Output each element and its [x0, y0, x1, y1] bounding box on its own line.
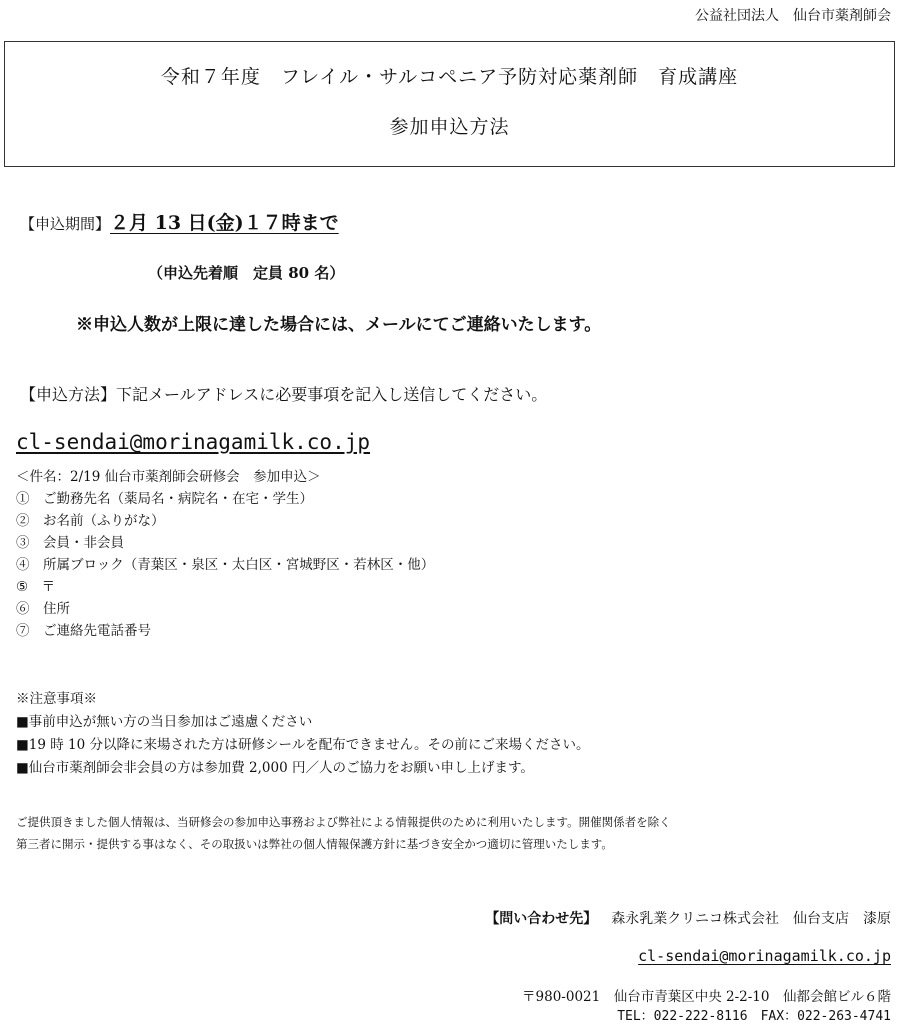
list-item: ④ 所属ブロック（青葉区・泉区・太白区・宮城野区・若林区・他）	[16, 557, 435, 573]
list-item: ② お名前（ふりがな）	[16, 513, 165, 529]
period-label: 【申込期間】	[20, 215, 111, 233]
list-item: ⑤ 〒	[16, 579, 56, 595]
email-subject: ＜件名：2/19 仙台市薬剤師会研修会 参加申込＞	[16, 469, 321, 485]
application-email-link[interactable]: cl-sendai@morinagamilk.co.jp	[16, 430, 371, 454]
contact-company: 森永乳業クリニコ株式会社 仙台支店 漆原	[611, 911, 891, 927]
capacity-note: （申込先着順 定員 80 名）	[148, 264, 345, 282]
page-title: 参加申込方法	[389, 116, 510, 138]
privacy-notice	[16, 811, 671, 855]
contact-phone: TEL：022-222-8116 FAX：022-263-4741	[617, 1009, 891, 1024]
organization-name: 公益社団法人 仙台市薬剤師会	[695, 8, 891, 24]
cautions-section	[16, 688, 590, 780]
contact-info	[485, 908, 891, 928]
caution-item: ■仙台市薬剤師会非会員の方は参加費 2,000 円／人のご協力をお願い申し上げます。	[16, 760, 534, 776]
list-item: ⑥ 住所	[16, 601, 70, 617]
contact-address: 〒980-0021 仙台市青葉区中央 2-2-10 仙都会館ビル６階	[522, 989, 891, 1005]
privacy-line: 第三者に開示・提供する事はなく、その取扱いは弊社の個人情報保護方針に基づき安全かつ適切に管理いたします。	[16, 837, 613, 851]
contact-email-link[interactable]: cl-sendai@morinagamilk.co.jp	[638, 947, 891, 965]
contact-label: 【問い合わせ先】	[485, 911, 598, 927]
caution-item: ■19 時 10 分以降に来場された方は研修シールを配布できません。その前にご来場ください。	[16, 737, 590, 753]
period-deadline: ２月 13 日(金)１７時まで	[110, 212, 339, 234]
privacy-line: ご提供頂きました個人情報は、当研修会の参加申込事務および弊社による情報提供のために利用いたします。開催関係者を除く	[16, 815, 671, 829]
course-title: 令和７年度 フレイル・サルコペニア予防対応薬剤師 育成講座	[160, 66, 739, 88]
application-method: 【申込方法】下記メールアドレスに必要事項を記入し送信してください。	[20, 385, 548, 404]
title-box	[4, 41, 895, 167]
cautions-heading: ※注意事項※	[16, 691, 97, 707]
list-item: ③ 会員・非会員	[16, 535, 124, 551]
list-item: ① ご勤務先名（薬局名・病院名・在宅・学生）	[16, 491, 313, 507]
list-item: ⑦ ご連絡先電話番号	[16, 623, 151, 639]
caution-item: ■事前申込が無い方の当日参加はご遠慮ください	[16, 714, 313, 730]
required-items-list	[16, 466, 434, 642]
application-period	[20, 208, 339, 235]
limit-notice: ※申込人数が上限に達した場合には、メールにてご連絡いたします。	[76, 315, 602, 335]
